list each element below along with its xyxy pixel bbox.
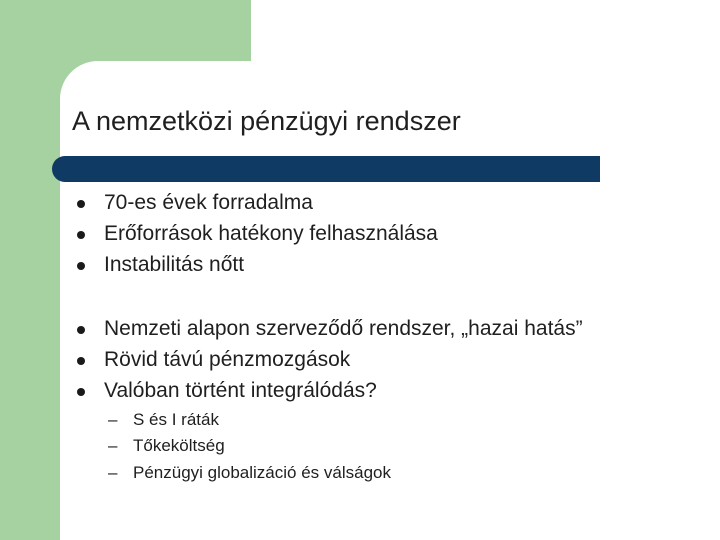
list-item: Valóban történt integrálódás? (104, 379, 377, 402)
sub-bullet-dash: – (108, 436, 118, 455)
bullet-dot-icon (77, 262, 85, 270)
bullet-dot-icon (77, 231, 85, 239)
sub-bullet-dash: – (108, 410, 118, 429)
list-item: Rövid távú pénzmozgások (104, 348, 351, 371)
slide-title: A nemzetközi pénzügyi rendszer (72, 106, 461, 136)
bullet-dot-icon (77, 326, 85, 334)
sub-list-item: Pénzügyi globalizáció és válságok (133, 463, 391, 482)
decorative-green-sidebar (0, 0, 60, 540)
title-underline-bar (52, 156, 600, 182)
list-item: Erőforrások hatékony felhasználása (104, 222, 438, 245)
sub-bullet-dash: – (108, 463, 118, 482)
list-item: Instabilitás nőtt (104, 253, 245, 276)
list-item: 70-es évek forradalma (104, 191, 313, 214)
bullet-dot-icon (77, 357, 85, 365)
list-item: Nemzeti alapon szerveződő rendszer, „hazai hatás” (104, 317, 583, 340)
bullet-dot-icon (77, 388, 85, 396)
sub-list-item: S és I ráták (133, 410, 219, 429)
sub-list-item: Tőkeköltség (133, 436, 225, 455)
bullet-dot-icon (77, 200, 85, 208)
